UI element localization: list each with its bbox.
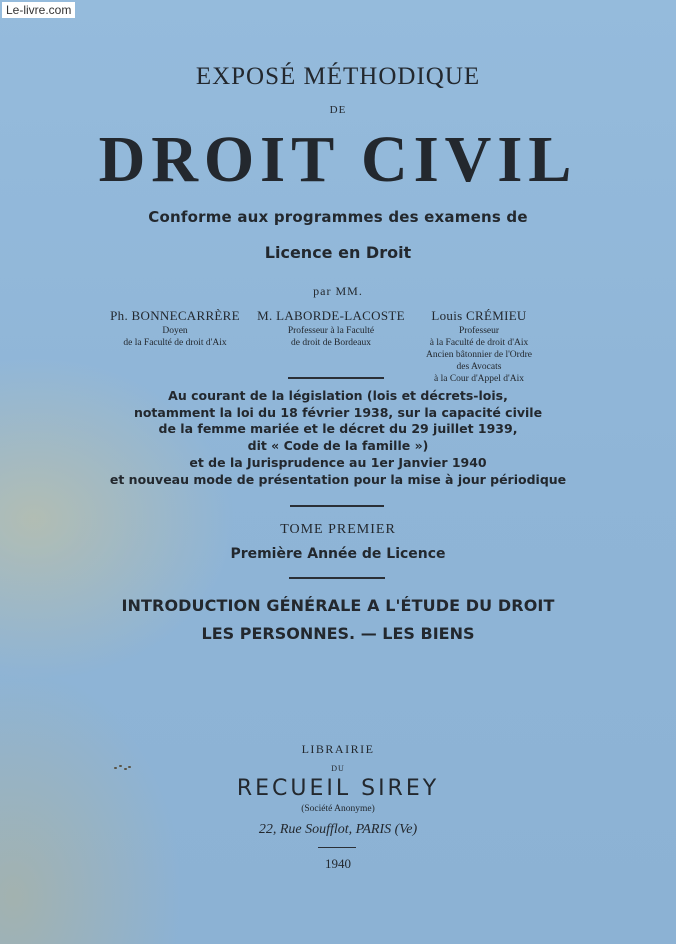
title-line-1: EXPOSÉ MÉTHODIQUE	[195, 63, 481, 90]
publication-year: 1940	[325, 856, 351, 871]
author-cremieu	[402, 308, 556, 384]
main-title: DROIT CIVIL	[98, 123, 578, 196]
author-role-line: à la Faculté de droit d'Aix	[429, 338, 529, 348]
subtitle-line-1: Conforme aux programmes des examens de	[148, 208, 528, 226]
description-line: notamment la loi du 18 février 1938, sur la capacité civile	[133, 404, 543, 420]
tome-year: Première Année de Licence	[230, 546, 446, 562]
description-line: et nouveau mode de présentation pour la mise à jour périodique	[109, 471, 567, 487]
tome-label: TOME PREMIER	[280, 522, 396, 537]
description-line: de la femme mariée et le décret du 29 juillet 1939,	[158, 421, 518, 437]
description-line: et de la Jurisprudence au 1er Janvier 1940	[189, 454, 487, 470]
divider-rule	[318, 847, 356, 848]
author-laborde-lacoste	[250, 308, 412, 348]
author-name: M. LABORDE-LACOSTE	[257, 308, 405, 323]
author-role-line: de la Faculté de droit d'Aix	[123, 338, 227, 348]
contents-line-2: LES PERSONNES. — LES BIENS	[201, 624, 475, 643]
author-role-line: Professeur	[458, 326, 500, 336]
author-role-line: Ancien bâtonnier de l'Ordre	[426, 350, 532, 360]
author-bonnecarrere	[100, 308, 250, 348]
divider-rule	[289, 577, 385, 579]
author-role-line: Professeur à la Faculté	[287, 326, 375, 336]
author-role-line: à la Cour d'Appel d'Aix	[434, 374, 524, 384]
publisher-name: RECUEIL SIREY	[236, 776, 440, 801]
author-role-line: des Avocats	[456, 362, 502, 372]
watermark-label: Le-livre.com	[2, 2, 75, 18]
edition-description	[0, 388, 676, 488]
author-name: Louis CRÉMIEU	[431, 308, 527, 323]
title-line-2: DE	[329, 104, 347, 116]
description-line: dit « Code de la famille »)	[247, 438, 429, 454]
publisher-type: (Société Anonyme)	[301, 804, 375, 814]
author-name: Ph. BONNECARRÈRE	[110, 308, 240, 323]
publisher-du: DU	[331, 764, 345, 773]
author-role-line: Doyen	[162, 326, 188, 336]
authors-intro: par MM.	[313, 284, 363, 298]
contents-line-1: INTRODUCTION GÉNÉRALE A L'ÉTUDE DU DROIT	[121, 596, 555, 615]
publisher-label: LIBRAIRIE	[301, 742, 375, 756]
divider-rule	[288, 377, 384, 379]
description-line: Au courant de la législation (lois et décrets-lois,	[168, 388, 508, 403]
author-role-line: de droit de Bordeaux	[291, 338, 371, 348]
divider-rule	[290, 505, 384, 507]
publisher-address: 22, Rue Soufflot, PARIS (Ve)	[258, 822, 418, 837]
subtitle-line-2: Licence en Droit	[264, 243, 412, 262]
